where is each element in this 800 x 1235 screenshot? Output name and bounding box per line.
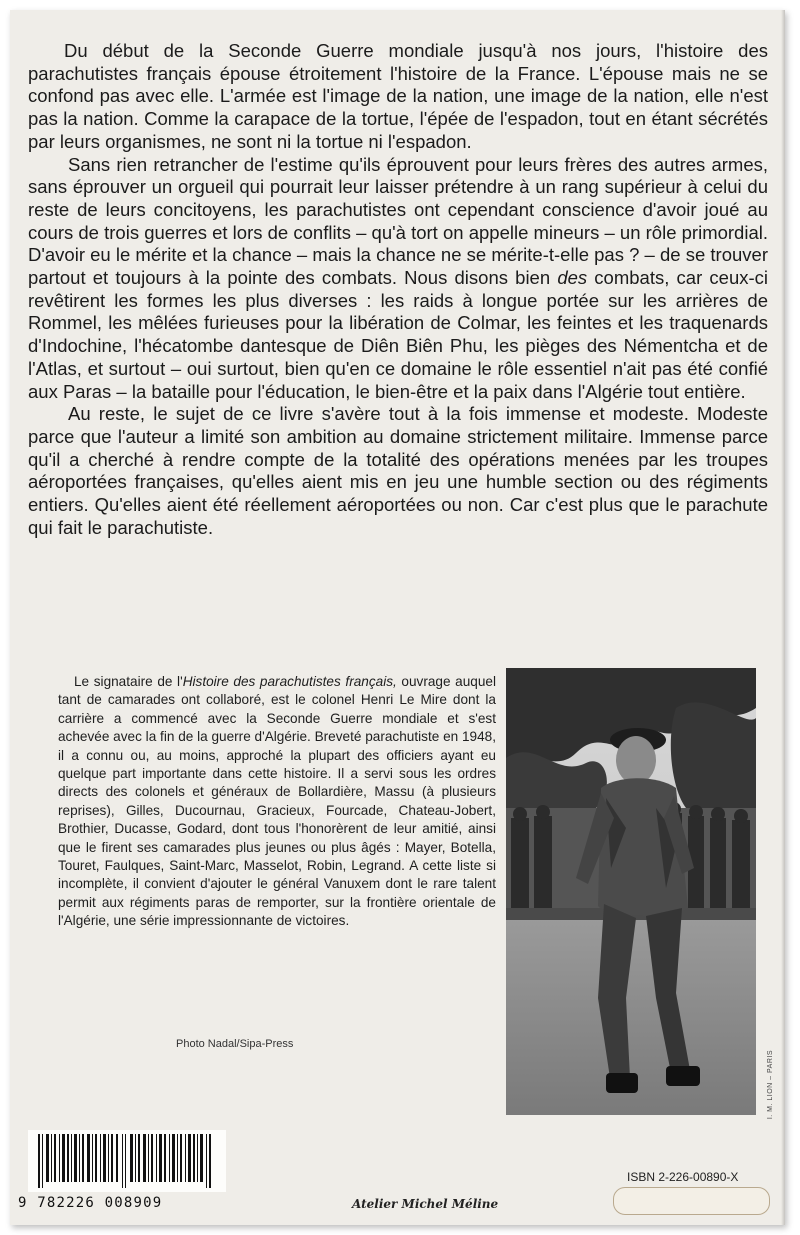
printer-mark: I. M. LION – PARIS <box>767 1050 774 1120</box>
book-back-cover <box>10 10 785 1225</box>
intro-paragraph-1: Du début de la Seconde Guerre mondiale jusqu'à nos jours, l'histoire des parachutistes français épouse étroitement l'histoire de la France. L'épouse mais ne se confond pas avec elle. L'armée est l'image de la nation, une image de la nation, elle n'est pas la nation. Comme la carapace de la tortue, l'épée de l'espadon, tout en étant sécrétés par leurs organismes, ne sont ni la tortue ni l'espadon. <box>28 40 768 152</box>
author-bio <box>58 673 496 931</box>
author-photo <box>506 668 756 1115</box>
author-bio-paragraph <box>58 673 496 931</box>
price-sticker-outline <box>613 1187 770 1215</box>
barcode-bars <box>38 1134 218 1188</box>
intro-paragraph-3: Au reste, le sujet de ce livre s'avère tout à la fois immense et modeste. Modeste parce que l'auteur a limité son ambition au domaine strictement militaire. Immense parce qu'il a cherché à rendre compte de la totalité des opérations menées par les troupes aéroportées françaises, qu'elles aient mis en jeu une humble section ou des régiments entiers. Qu'elles aient été réellement aéroportées ou non. Car c'est plus que le parachute qui fait le parachutiste. <box>28 403 768 538</box>
intro-paragraph-2-emphasis: des <box>557 267 588 289</box>
intro-text <box>28 40 768 539</box>
author-photo-illustration <box>506 668 756 1115</box>
bio-lead: Le signataire de l' <box>74 674 183 689</box>
bio-book-title: Histoire des parachutistes français, <box>182 674 397 689</box>
intro-paragraph-2-part-a: Sans rien retrancher de l'estime qu'ils éprouvent pour leurs frères des autres armes, sans éprouver un orgueil qui pourrait leur laisser prétendre à un rang supérieur à celui du reste de leurs concitoyens, les parachutistes ont cependant conscience d'avoir joué au cours de trois guerres et lors de conflits – qu'à tort on appelle mineurs – un rôle primordial. D'avoir eu le mérite et la chance – mais la chance ne se mérite-t-elle pas ? – de se trouver partout et toujours à la pointe des combats. Nous disons bien <box>28 153 768 289</box>
publisher-name: Atelier Michel Méline <box>352 1197 499 1211</box>
isbn: ISBN 2-226-00890-X <box>627 1170 739 1184</box>
intro-paragraph-2-part-b: combats, car ceux-ci revêtirent les formes les plus diverses : les raids à longue portée sur les arrières de Rommel, les mêlées furieuses pour la libération de Colmar, les feintes et les traquenards d'Indochine, l'hécatombe dantesque de Diên Biên Phu, les pièges des Némentcha et de l'Atlas, et surtout – oui surtout, bien qu'en ce domaine le rôle essentiel n'ait pas été confié aux Paras – la bataille pour l'éducation, le bien-être et la paix dans l'Algérie tout entière. <box>28 267 768 402</box>
intro-paragraph-2 <box>28 154 768 404</box>
barcode-digits: 9 782226 008909 <box>18 1195 163 1211</box>
bio-body: ouvrage auquel tant de camarades ont collaboré, est le colonel Henri Le Mire dont la carrière a commencé avec la Seconde Guerre mondiale et s'est achevée avec la fin de la guerre d'Algérie. Breveté parachutiste en 1948, il a connu ou, au moins, approché la plupart des officiers ayant eu quelque part importante dans cette histoire. Il a servi sous les ordres directs des colonels et généraux de Bollardière, Massu (à plusieurs reprises), Gilles, Ducournau, Gracieux, Fourcade, Chateau-Jobert, Brothier, Ducasse, Godard, dont tous l'honorèrent de leur amitié, ainsi que le firent ses camarades plus jeunes ou plus âgés : Mayer, Botella, Touret, Faulques, Saint-Marc, Masselot, Robin, Legrand. A cette liste si incomplète, il convient d'ajouter le général Vanuxem dont le rare talent permit aux régiments paras de remporter, sur la frontière orientale de l'Algérie, une série impressionnante de victoires. <box>58 674 496 929</box>
photo-credit: Photo Nadal/Sipa-Press <box>176 1038 294 1050</box>
barcode <box>28 1130 226 1192</box>
cover-edge-shadow <box>781 10 785 1225</box>
